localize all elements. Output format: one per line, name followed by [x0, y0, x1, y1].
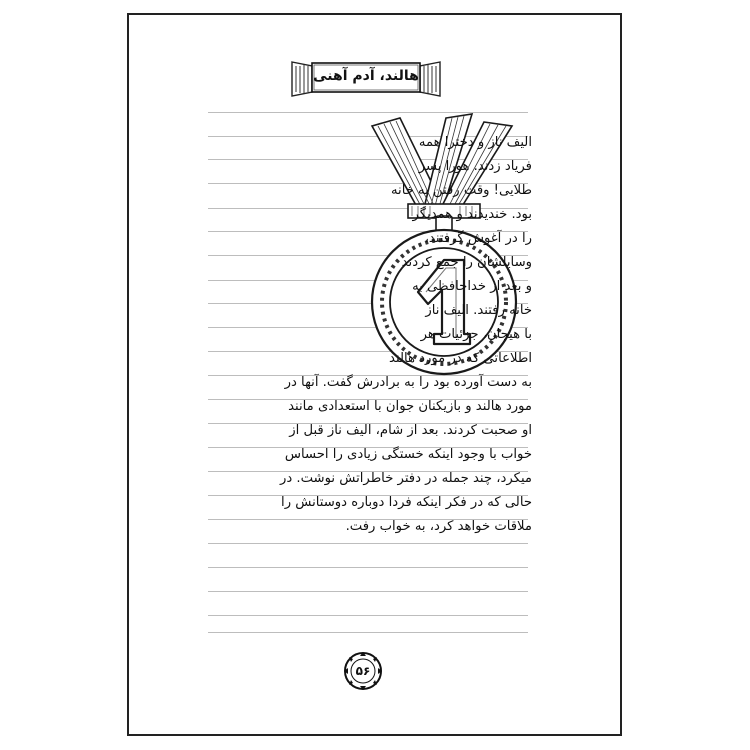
ruled-line — [208, 543, 528, 544]
body-line: بود. خندیدند و همدیگر — [412, 207, 532, 222]
body-line: طلایی! وقت رفتن به خانه — [390, 183, 532, 198]
body-line: را در آغوش گرفتند، — [424, 231, 532, 246]
body-line: خانه رفتند. الیف ناز — [425, 303, 532, 318]
ruled-line — [208, 591, 528, 592]
page-title: هالند، آدم آهنی — [313, 68, 419, 84]
body-line: او صحبت کردند. بعد از شام، الیف ناز قبل از — [289, 423, 532, 438]
body-line: و بعد از خداحافظی به — [412, 279, 532, 294]
body-line: فریاد زدند. هورا پسر — [418, 159, 532, 174]
body-line: الیف ناز و دخترا همه — [418, 135, 532, 150]
ruled-line — [208, 632, 528, 633]
body-line: ملاقات خواهد کرد، به خواب رفت. — [345, 519, 532, 534]
body-line: اطلاعاتی که در مورد هالند — [389, 351, 532, 366]
body-line: به دست آورده بود را به برادرش گفت. آنها در — [284, 375, 532, 390]
ruled-line — [208, 615, 528, 616]
page-number: ۵۶ — [355, 664, 371, 678]
body-line: حالی که در فکر اینکه فردا دوباره دوستانش را — [281, 495, 532, 510]
body-line: مورد هالند و بازیکنان جوان با استعدادی مانند — [288, 399, 532, 414]
body-line: با هیجان، جزئیات هر — [420, 327, 532, 342]
body-line: وسایلشان را جمع کردند — [401, 255, 532, 270]
body-line: میکرد، چند جمله در دفتر خاطراتش نوشت. در — [279, 471, 532, 486]
ruled-line — [208, 567, 528, 568]
body-line: خواب با وجود اینکه خستگی زیادی را احساس — [284, 447, 532, 462]
